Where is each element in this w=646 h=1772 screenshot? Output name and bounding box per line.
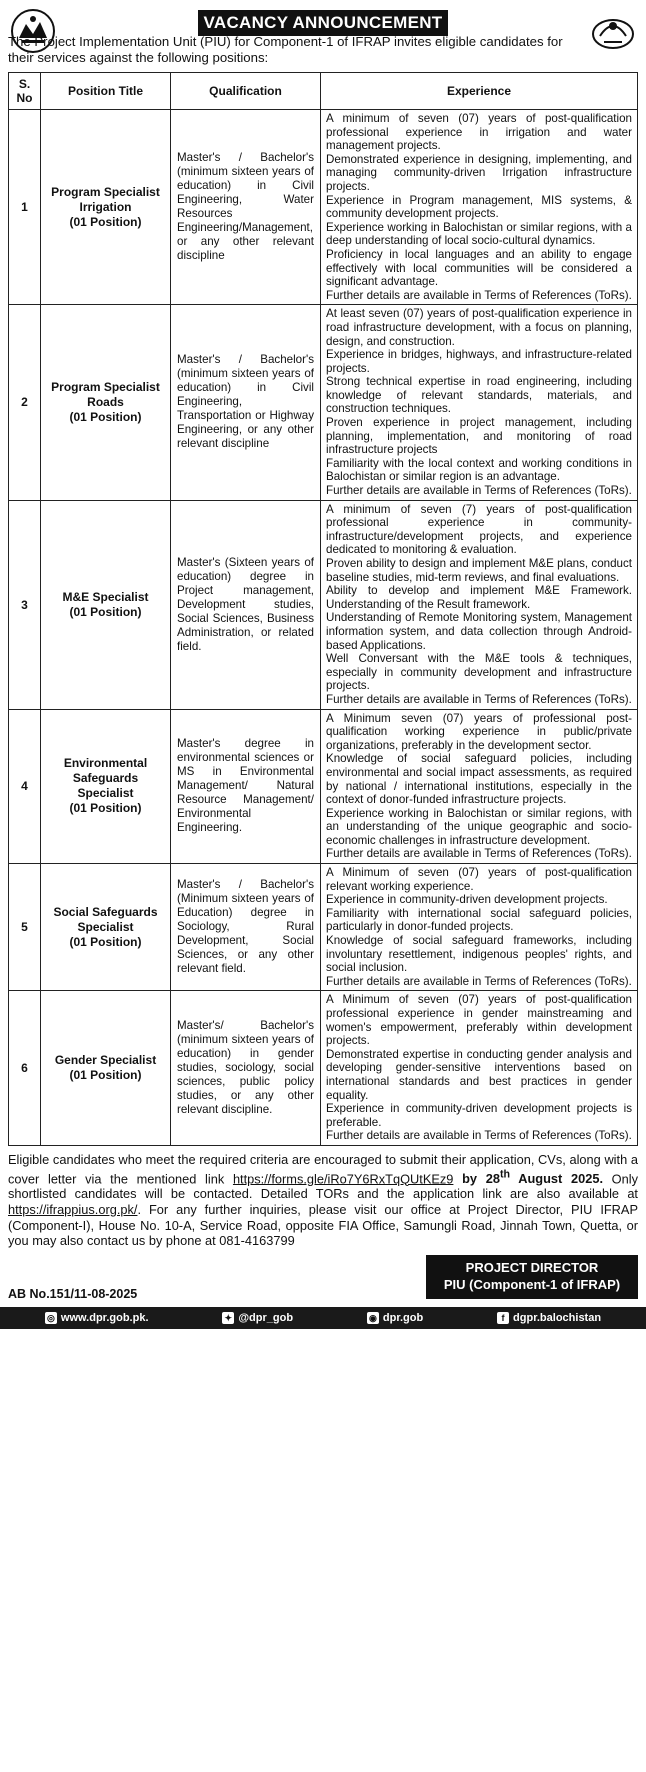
row-position (41, 864, 171, 991)
row-position (41, 991, 171, 1146)
deadline-day: 28 (485, 1170, 500, 1186)
position-count: (01 Position) (69, 934, 142, 949)
col-header-experience: Experience (321, 73, 638, 110)
website-link[interactable]: https://ifrappius.org.pk/ (8, 1201, 138, 1217)
position-count: (01 Position) (69, 214, 142, 229)
row-qualification: Master's (Sixteen years of education) degree in Project management, Development studies, Social Sciences, Business Administration, or related field. (171, 500, 321, 709)
experience-point: A minimum of seven (7) years of post-qualification professional experience in community-infrastructure/development projects, and experience dedicated to monitoring & evaluation. (326, 502, 632, 557)
row-qualification: Master's/ Bachelor's (minimum sixteen years of education) in gender studies, sociology, social sciences, public policy studies, or any other relevant discipline. (171, 991, 321, 1146)
table-row (9, 709, 638, 864)
experience-point: Proven experience in project management, including planning, implementation, and monitoring of road infrastructure projects (326, 416, 632, 457)
twitter-handle: @dpr_gob (238, 1311, 294, 1324)
social-media-bar (0, 1307, 646, 1329)
row-experience (321, 110, 638, 305)
intro-text: The Project Implementation Unit (PIU) for Component-1 of IFRAP invites eligible candidates for their services against the following positions: (8, 34, 563, 65)
experience-point: Experience working in Balochistan or similar regions, with a deep understanding of local socio-cultural dynamics. (326, 220, 632, 248)
twitter-icon: ✦ (222, 1312, 234, 1324)
position-title: Program Specialist Irrigation (51, 184, 160, 214)
position-title: Environmental Safeguards Specialist (63, 756, 148, 801)
government-emblem-right (590, 8, 636, 54)
position-count: (01 Position) (69, 801, 142, 816)
table-header-row (9, 73, 638, 110)
experience-point: Proficiency in local languages and an ability to engage effectively with local communities will be considered a significant advantage. (326, 247, 632, 289)
page-title: VACANCY ANNOUNCEMENT (198, 10, 448, 36)
row-qualification: Master's / Bachelor's (Minimum sixteen years of Education) degree in Sociology, Rural Development, Social Sciences, or any other relevant field. (171, 864, 321, 991)
row-experience (321, 864, 638, 991)
experience-point: A Minimum of seven (07) years of post-qualification relevant working experience. (326, 866, 632, 893)
row-experience (321, 305, 638, 500)
experience-point: Familiarity with the local context and working conditions in Balochistan or similar region is an advantage. (326, 456, 632, 484)
row-qualification: Master's / Bachelor's (minimum sixteen years of education) in Civil Engineering, Water Resources Engineering/Management, or any other relevant discipline (171, 110, 321, 305)
row-sno: 2 (9, 305, 41, 500)
instagram-icon: ◉ (367, 1312, 379, 1324)
row-position (41, 500, 171, 709)
row-experience (321, 500, 638, 709)
row-sno: 5 (9, 864, 41, 991)
experience-point: Knowledge of social safeguard frameworks, including involuntary resettlement, indigenous peoples' rights, and social inclusion. (326, 934, 632, 975)
experience-point: Further details are available in Terms of References (ToRs). (326, 484, 632, 498)
contact-text: . For any further inquiries, please visit our office at Project Director, PIU IFRAP (Component-I), House No. 10-A, Service Road, opposite FIA Office, Samungli Road, Jinnah Town, Quetta, or you may also contact us by phone at 081-4163799 (8, 1201, 638, 1249)
application-instructions (8, 1152, 638, 1249)
table-row (9, 305, 638, 500)
facebook-handle: dgpr.balochistan (513, 1311, 602, 1324)
position-title: M&E Specialist (62, 589, 149, 604)
experience-point: Experience working in Balochistan or similar regions, with an understanding of the unique geographic and socio-economic challenges in infrastructure development. (326, 806, 632, 847)
instagram-item[interactable] (367, 1312, 423, 1324)
row-qualification: Master's degree in environmental sciences or MS in Environmental Management/ Natural Resource Management/ Environmental Engineering. (171, 709, 321, 864)
twitter-item[interactable] (222, 1312, 293, 1324)
globe-icon: ◎ (45, 1312, 57, 1324)
experience-point: Experience in community-driven development projects is preferable. (326, 1102, 632, 1129)
row-position (41, 305, 171, 500)
deadline-suffix: th (499, 1168, 511, 1181)
experience-point: Further details are available in Terms of References (ToRs). (326, 288, 632, 302)
position-title: Gender Specialist (54, 1053, 157, 1068)
website-item[interactable] (45, 1312, 149, 1324)
facebook-icon: f (497, 1312, 509, 1324)
row-sno: 3 (9, 500, 41, 709)
row-experience (321, 991, 638, 1146)
col-header-sno: S. No (9, 73, 41, 110)
experience-point: Demonstrated experience in designing, implementing, and managing community-driven Irrigation infrastructure projects. (326, 152, 632, 193)
experience-point: Experience in community-driven development projects. (326, 893, 608, 907)
experience-point: Further details are available in Terms of References (ToRs). (326, 974, 632, 988)
signature-row (8, 1255, 638, 1307)
table-row (9, 864, 638, 991)
row-experience (321, 709, 638, 864)
website-text: www.dpr.gob.pk. (60, 1311, 149, 1324)
signatory-block (426, 1255, 638, 1299)
row-sno: 4 (9, 709, 41, 864)
instagram-handle: dpr.gob (382, 1311, 424, 1324)
table-row (9, 991, 638, 1146)
experience-point: Understanding of Remote Monitoring system, Management information system, and data collection through Android-based Applications. (326, 611, 632, 652)
position-count: (01 Position) (69, 604, 142, 619)
experience-point: Strong technical expertise in road engineering, including knowledge of relevant standards, materials, and construction techniques. (326, 375, 632, 416)
deadline-month-year: August 2025. (510, 1170, 603, 1186)
experience-point: A Minimum seven (07) years of professional post-qualification working experience in public/private organizations, preferably in the development sector. (326, 711, 632, 752)
experience-point: Further details are available in Terms of References (ToRs). (326, 1129, 632, 1143)
experience-point: Experience in Program management, MIS systems, & community development projects. (326, 193, 632, 221)
application-form-link[interactable]: https://forms.gle/iRo7Y6RxTqQUtKEz9 (232, 1170, 454, 1186)
position-count: (01 Position) (69, 1068, 142, 1083)
row-position (41, 709, 171, 864)
row-qualification: Master's / Bachelor's (minimum sixteen years of education) in Civil Engineering, Transportation or Highway Engineering, or any other relevant discipline (171, 305, 321, 500)
experience-point: Further details are available in Terms of References (ToRs). (326, 692, 632, 706)
vacancy-table (8, 72, 638, 1146)
experience-point: At least seven (07) years of post-qualification experience in road infrastructure development, with a focus on planning, design, and construction. (326, 307, 632, 348)
by-text: by (453, 1170, 486, 1186)
signatory-unit: PIU (Component-1 of IFRAP) (443, 1276, 621, 1292)
row-sno: 1 (9, 110, 41, 305)
position-title: Program Specialist Roads (51, 379, 160, 409)
table-row (9, 110, 638, 305)
header (8, 6, 638, 66)
position-title: Social Safeguards Specialist (53, 904, 158, 934)
shortlist-text: Only shortlisted candidates will be contacted. Detailed TORs and the application link are also available at (8, 1170, 638, 1202)
advertisement-number: AB No.151/11-08-2025 (8, 1286, 138, 1301)
table-row (9, 500, 638, 709)
experience-point: Proven ability to design and implement M&E plans, conduct baseline studies, mid-term reviews, and final evaluations. (326, 557, 632, 584)
experience-point: Familiarity with international social safeguard policies, particularly in donor-funded projects. (326, 906, 632, 934)
row-position (41, 110, 171, 305)
facebook-item[interactable] (497, 1312, 601, 1324)
experience-point: Well Conversant with the M&E tools & techniques, especially in community development and infrastructure projects. (326, 652, 632, 693)
col-header-qualification: Qualification (171, 73, 321, 110)
experience-point: A Minimum of seven (07) years of post-qualification professional experience in gender mainstreaming and women's empowerment, preferably within development projects. (326, 993, 632, 1048)
experience-point: Further details are available in Terms of References (ToRs). (326, 847, 632, 861)
col-header-position: Position Title (41, 73, 171, 110)
experience-point: Ability to develop and implement M&E Framework. Understanding of the Result framework. (326, 584, 632, 611)
experience-point: Demonstrated expertise in conducting gender analysis and developing gender-sensitive interventions based on international standards and best practices in gender equality. (326, 1047, 632, 1102)
instructions-text: Eligible candidates who meet the required criteria are encouraged to submit their application, CVs, along with a cover letter via the mentioned link (8, 1151, 638, 1186)
experience-point: Knowledge of social safeguard policies, including environmental and social impact assessments, as required by national / international institutions, especially in the context of donor-funded infrastructure projects. (326, 752, 632, 807)
row-sno: 6 (9, 991, 41, 1146)
position-count: (01 Position) (69, 409, 142, 424)
signatory-title: PROJECT DIRECTOR (465, 1259, 599, 1275)
experience-point: Experience in bridges, highways, and infrastructure-related projects. (326, 348, 632, 375)
experience-point: A minimum of seven (07) years of post-qualification professional experience in irrigation and water management projects. (326, 112, 632, 153)
